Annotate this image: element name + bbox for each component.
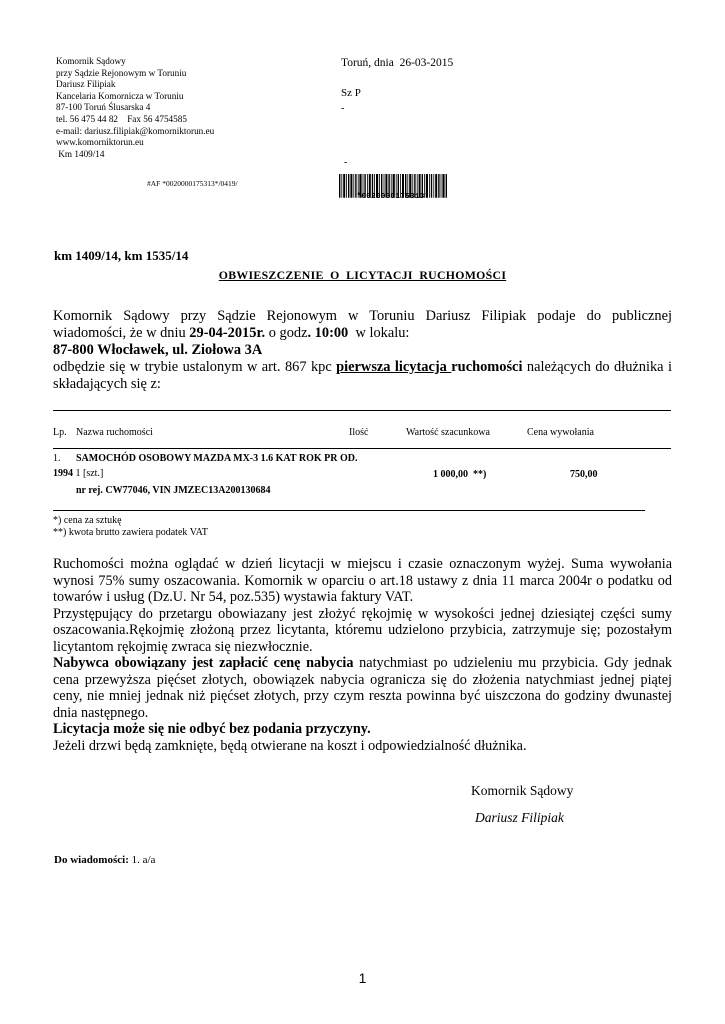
paragraph-doors: Jeżeli drzwi będą zamknięte, będą otwierane na koszt i odpowiedzialność dłużnika. <box>53 737 527 754</box>
divider <box>53 448 671 449</box>
recipient-label: Sz P <box>341 87 361 99</box>
case-numbers: km 1409/14, km 1535/14 <box>54 248 189 263</box>
recipient-dash-2: - <box>344 157 348 168</box>
header-line: 87-100 Toruń Ślusarska 4 <box>56 102 151 113</box>
af-code: #AF *0020000175313*/0419/ <box>147 179 238 188</box>
auction-subject: ruchomości <box>451 359 523 375</box>
header-line: Kancelaria Komornicza w Toruniu <box>56 90 184 101</box>
header-line: e-mail: dariusz.filipiak@komorniktorun.eu <box>56 125 215 136</box>
col-lp-header: Lp. <box>53 427 67 438</box>
intro-paragraph <box>53 308 672 393</box>
distribution-value: 1. a/a <box>128 854 156 866</box>
place-date: Toruń, dnia 26-03-2015 <box>341 57 454 69</box>
note-vat: **) kwota brutto zawiera podatek VAT <box>53 527 208 538</box>
conditions-text <box>53 556 672 754</box>
col-name-header: Nazwa ruchomości <box>76 427 153 438</box>
header-line: tel. 56 475 44 82 Fax 56 4754585 <box>56 113 187 124</box>
intro-line-1: Komornik Sądowy przy Sądzie Rejonowym w Toruniu Dariusz Filipiak podaje do publicznej <box>53 308 672 324</box>
page-number: 1 <box>358 970 367 986</box>
intro-text: o godz <box>265 325 308 341</box>
row-name-line-1: SAMOCHÓD OSOBOWY MAZDA MX-3 1.6 KAT ROK PR OD. <box>76 453 358 464</box>
payment-emphasis: Nabywca obowiązany jest zapłacić cenę nabycia <box>53 655 354 671</box>
intro-text: należących do dłużnika i <box>522 359 672 375</box>
payment-text: natychmiast po udzieleniu mu przybicia. Gdy jednak cena przewyższa pięćset złotych, obowiązek nabycia ogranicza się do złożenia natychmiast jednej piątej ceny, nie mniej jednak niż pięćset złotych, przy czym reszta powinna być uiszczona do godziny dwunastej dnia następnego. <box>53 655 672 721</box>
auction-time: . 10:00 <box>307 325 349 341</box>
auction-address: 87-800 Włocławek, ul. Ziołowa 3A <box>53 342 263 358</box>
recipient-block <box>341 85 361 117</box>
col-qty-header: Ilość <box>349 427 369 438</box>
page-title: OBWIESZCZENIE O LICYTACJI RUCHOMOŚCI <box>218 268 507 282</box>
col-value-header: Wartość szacunkowa <box>406 427 490 438</box>
recipient-dash: - <box>341 103 345 114</box>
row-lp: 1. <box>53 453 61 464</box>
paragraph-payment <box>53 655 672 721</box>
header-line: Dariusz Filipiak <box>56 79 116 90</box>
row-value: 1 000,00 **) <box>433 469 487 480</box>
intro-line-4 <box>53 359 672 376</box>
paragraph-deposit: Przystępujący do przetargu obowiazany jest złożyć rękojmię w wysokości jednej dziesiątej części sumy oszacowania.Rękojmię złożoną przez licytanta, któremu udzielono przybicia, zatrzymuje się; pozostałym licytantom rękojmię zwraca się niezwłocznie. <box>53 605 672 655</box>
paragraph-cancel: Licytacja może się nie odbyć bez podania przyczyny. <box>53 721 371 737</box>
auction-date: 29-04-2015r. <box>189 325 266 341</box>
row-unit: 1 [szt.] <box>73 468 104 479</box>
col-price-header: Cena wywołania <box>527 427 594 438</box>
note-unit-price: *) cena za sztukę <box>53 515 122 526</box>
header-line: www.komorniktorun.eu <box>56 137 144 148</box>
row-name-line-3: nr rej. CW77046, VIN JMZEC13A200130684 <box>76 485 271 496</box>
distribution-list <box>54 854 155 866</box>
row-price: 750,00 <box>570 469 598 480</box>
signature-title: Komornik Sądowy <box>471 783 574 798</box>
header-line: Km 1409/14 <box>56 148 105 159</box>
signature-name: Dariusz Filipiak <box>475 810 564 825</box>
intro-line-5: składających się z: <box>53 376 161 392</box>
intro-line-2 <box>53 325 672 342</box>
header-line: przy Sądzie Rejonowym w Toruniu <box>56 67 187 78</box>
distribution-label: Do wiadomości: <box>54 854 129 866</box>
paragraph-viewing: Ruchomości można oglądać w dzień licytacji w miejscu i czasie oznaczonym wyżej. Suma wywołania wynosi 75% sumy oszacowania. Komornik w oparciu o art.18 ustawy z dnia 11 marca 2004r o podatku od towarów i usług (Dz.U. Nr 54, poz.535) wystawia faktury VAT. <box>53 556 672 605</box>
row-name-line-2 <box>53 468 103 479</box>
bailiff-header <box>56 56 214 160</box>
intro-text: w lokalu: <box>348 325 410 341</box>
divider <box>53 410 671 411</box>
header-line: Komornik Sądowy <box>56 56 126 66</box>
divider <box>53 510 645 511</box>
intro-text: wiadomości, że w dniu <box>53 325 190 341</box>
auction-type: pierwsza licytacja <box>336 359 452 375</box>
row-year: 1994 <box>53 468 73 479</box>
intro-text: odbędzie się w trybie ustalonym w art. 867 kpc <box>53 359 337 375</box>
barcode-text: *0020000175313* <box>356 193 430 201</box>
